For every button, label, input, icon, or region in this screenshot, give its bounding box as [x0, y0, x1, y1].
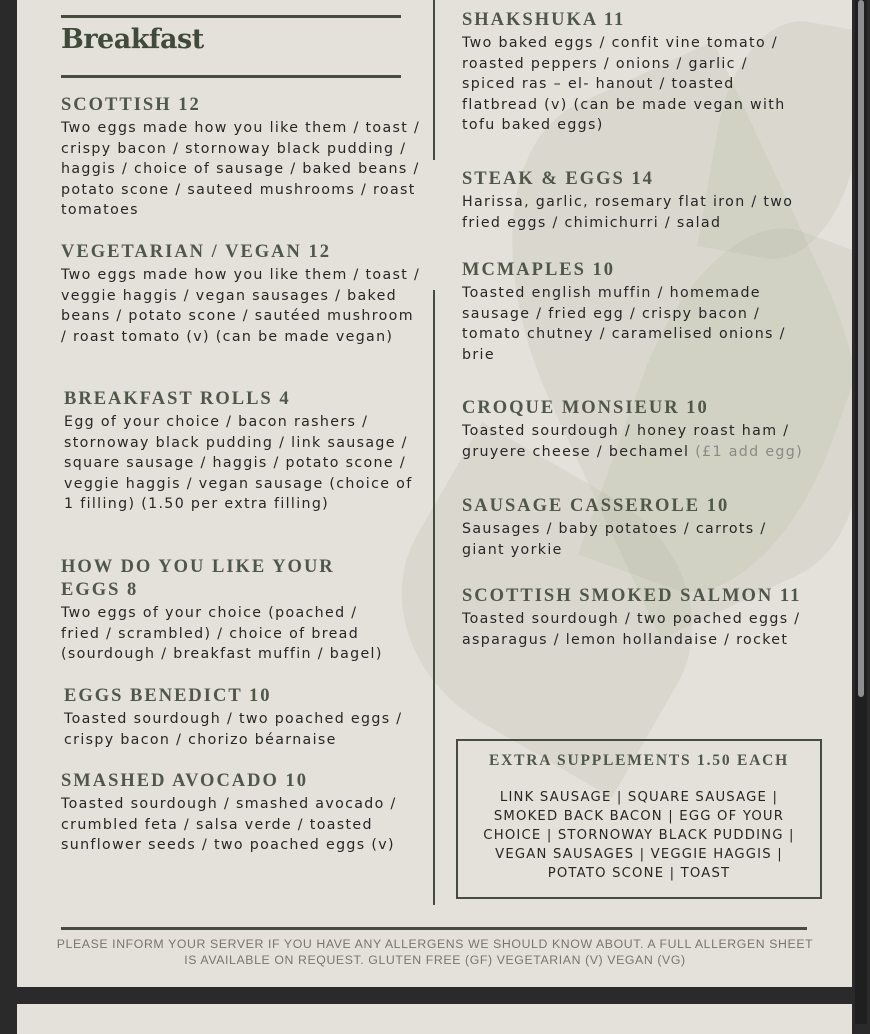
- allergen-notice: PLEASE INFORM YOUR SERVER IF YOU HAVE ANY ALLERGENS WE SHOULD KNOW ABOUT. A FULL ALLERGEN SHEET IS AVAILABLE ON REQUEST. GLUTEN FREE (GF) VEGETARIAN (V) VEGAN (VG): [56, 937, 814, 967]
- section-title: Breakfast: [61, 24, 204, 55]
- menu-item-sausage-casserole: [462, 495, 802, 560]
- menu-item-croque-monsieur: [462, 397, 822, 462]
- item-description: Toasted sourdough / two poached eggs / crispy bacon / chorizo béarnaise: [64, 711, 403, 748]
- menu-item-breakfast-rolls: [64, 388, 424, 515]
- item-name: HOW DO YOU LIKE YOUR EGGS 8: [61, 557, 335, 600]
- footer-rule: [61, 927, 807, 930]
- menu-item-vegetarian-vegan: [61, 241, 421, 347]
- item-note: (£1 add egg): [695, 443, 804, 460]
- item-description-text: Toasted sourdough / honey roast ham / gruyere cheese / bechamel: [462, 423, 790, 460]
- item-description: Two eggs made how you like them / toast / veggie haggis / vegan sausages / baked beans / potato scone / sautéed mushroom / roast tomato (v) (can be made vegan): [61, 267, 421, 345]
- menu-item-eggs-benedict: [64, 685, 424, 750]
- column-divider: [433, 0, 435, 160]
- title-rule-top: [61, 15, 401, 18]
- menu-item-scottish-smoked-salmon: [462, 585, 842, 650]
- item-name: BREAKFAST ROLLS 4: [64, 389, 291, 409]
- item-name: SCOTTISH 12: [61, 95, 201, 115]
- item-name: CROQUE MONSIEUR 10: [462, 398, 709, 418]
- extra-supplements-box: [456, 739, 822, 899]
- item-name: VEGETARIAN / VEGAN 12: [61, 242, 332, 262]
- item-description: Harissa, garlic, rosemary flat iron / two fried eggs / chimichurri / salad: [462, 194, 794, 231]
- item-name: SAUSAGE CASSEROLE 10: [462, 496, 730, 516]
- menu-item-smashed-avocado: [61, 770, 421, 856]
- item-description: Sausages / baby potatoes / carrots / giant yorkie: [462, 521, 767, 558]
- item-description: Two eggs made how you like them / toast / crispy bacon / stornoway black pudding / haggis / choice of sausage / baked beans / potato scone / sauteed mushrooms / roast tomatoes: [61, 120, 421, 219]
- menu-item-mcmaples: [462, 259, 807, 365]
- menu-item-steak-and-eggs: [462, 168, 802, 233]
- item-name: SCOTTISH SMOKED SALMON 11: [462, 586, 802, 606]
- item-name: STEAK & EGGS 14: [462, 169, 654, 189]
- title-rule-bottom: [61, 75, 401, 78]
- item-description: Two eggs of your choice (poached / fried / scrambled) / choice of bread (sourdough / breakfast muffin / bagel): [61, 605, 383, 663]
- supplements-list: LINK SAUSAGE | SQUARE SAUSAGE | SMOKED BACK BACON | EGG OF YOUR CHOICE | STORNOWAY BLACK PUDDING | VEGAN SAUSAGES | VEGGIE HAGGIS | POTATO SCONE | TOAST: [483, 790, 795, 881]
- item-name: MCMAPLES 10: [462, 260, 616, 280]
- item-description: Toasted sourdough / smashed avocado / crumbled feta / salsa verde / toasted sunflower seeds / two poached eggs (v): [61, 796, 397, 854]
- next-menu-page: [17, 1004, 852, 1034]
- item-name: SHAKSHUKA 11: [462, 10, 626, 30]
- menu-page: [17, 0, 852, 987]
- menu-item-scottish: [61, 94, 421, 221]
- scrollbar-thumb[interactable]: [858, 0, 864, 697]
- column-divider: [433, 290, 435, 905]
- item-description: Toasted english muffin / homemade sausage / fried egg / crispy bacon / tomato chutney / caramelised onions / brie: [462, 285, 786, 363]
- item-description: Toasted sourdough / two poached eggs / asparagus / lemon hollandaise / rocket: [462, 611, 801, 648]
- item-name: SMASHED AVOCADO 10: [61, 771, 309, 791]
- supplements-title: EXTRA SUPPLEMENTS 1.50 EACH: [488, 752, 790, 769]
- item-description: [462, 421, 822, 462]
- item-description: Two baked eggs / confit vine tomato / roasted peppers / onions / garlic / spiced ras – el- hanout / toasted flatbread (v) (can be made vegan with tofu baked eggs): [462, 35, 786, 134]
- item-description: Egg of your choice / bacon rashers / stornoway black pudding / link sausage / square sausage / haggis / potato scone / veggie haggis / vegan sausage (choice of 1 filling) (1.50 per extra filling): [64, 414, 413, 513]
- menu-item-shakshuka: [462, 9, 802, 136]
- item-name: EGGS BENEDICT 10: [64, 686, 272, 706]
- menu-item-how-do-you-like-your-eggs: [61, 556, 391, 665]
